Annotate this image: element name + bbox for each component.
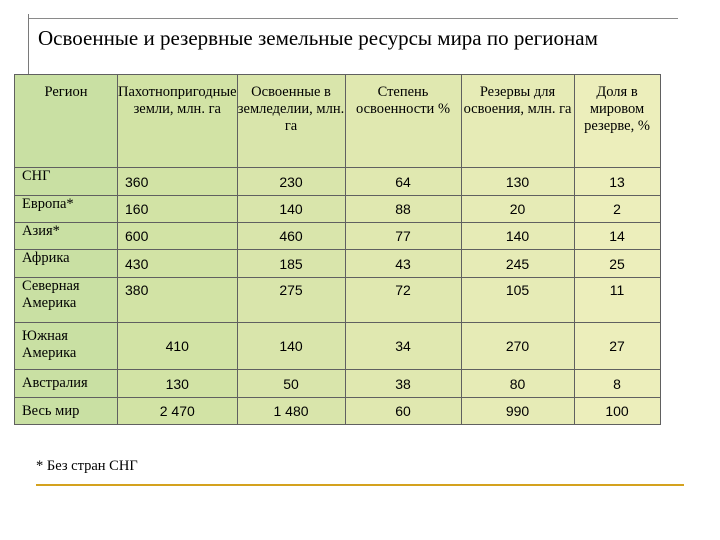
cell-region: СНГ (15, 168, 118, 196)
cell-value: 64 (345, 168, 461, 196)
footnote: * Без стран СНГ (36, 458, 138, 474)
cell-value: 275 (237, 278, 345, 323)
cell-region: Весь мир (15, 398, 118, 425)
cell-value: 130 (461, 168, 574, 196)
cell-value: 360 (118, 168, 238, 196)
header-region: Регион (15, 75, 118, 168)
table-row (15, 398, 661, 425)
cell-value: 430 (118, 250, 238, 278)
cell-value: 50 (237, 370, 345, 398)
table-row (15, 168, 661, 196)
top-rule (28, 18, 678, 19)
header-degree: Степень освоенности % (345, 75, 461, 168)
cell-value: 140 (461, 223, 574, 250)
cell-value: 34 (345, 323, 461, 370)
table-row (15, 323, 661, 370)
cell-value: 72 (345, 278, 461, 323)
cell-value: 2 (574, 196, 660, 223)
table-header-row (15, 75, 661, 168)
cell-value: 43 (345, 250, 461, 278)
cell-value: 11 (574, 278, 660, 323)
cell-value: 77 (345, 223, 461, 250)
cell-value: 460 (237, 223, 345, 250)
cell-value: 2 470 (118, 398, 238, 425)
cell-value: 13 (574, 168, 660, 196)
cell-value: 60 (345, 398, 461, 425)
cell-value: 1 480 (237, 398, 345, 425)
cell-value: 14 (574, 223, 660, 250)
table-row (15, 223, 661, 250)
cell-value: 27 (574, 323, 660, 370)
bottom-rule (36, 484, 684, 486)
cell-value: 600 (118, 223, 238, 250)
cell-value: 185 (237, 250, 345, 278)
cell-value: 105 (461, 278, 574, 323)
cell-value: 990 (461, 398, 574, 425)
table-row (15, 196, 661, 223)
cell-value: 88 (345, 196, 461, 223)
cell-value: 140 (237, 196, 345, 223)
header-arable: Пахотнопригодные земли, млн. га (118, 75, 238, 168)
cell-region: Африка (15, 250, 118, 278)
cell-value: 130 (118, 370, 238, 398)
table-row (15, 250, 661, 278)
cell-value: 80 (461, 370, 574, 398)
table-row (15, 278, 661, 323)
land-resources-table (14, 74, 661, 425)
cell-value: 25 (574, 250, 660, 278)
header-share: Доля в мировом резерве, % (574, 75, 660, 168)
cell-value: 245 (461, 250, 574, 278)
table-row (15, 370, 661, 398)
cell-region: Южная Америка (15, 323, 118, 370)
page-title: Освоенные и резервные земельные ресурсы мира по регионам (38, 26, 598, 50)
cell-value: 20 (461, 196, 574, 223)
cell-value: 8 (574, 370, 660, 398)
cell-value: 230 (237, 168, 345, 196)
cell-value: 140 (237, 323, 345, 370)
cell-value: 160 (118, 196, 238, 223)
cell-region: Северная Америка (15, 278, 118, 323)
header-reserves: Резервы для освоения, млн. га (461, 75, 574, 168)
cell-value: 270 (461, 323, 574, 370)
header-cultivated: Освоенные в земледелии, млн. га (237, 75, 345, 168)
cell-value: 410 (118, 323, 238, 370)
cell-region: Азия* (15, 223, 118, 250)
cell-region: Австралия (15, 370, 118, 398)
cell-region: Европа* (15, 196, 118, 223)
cell-value: 380 (118, 278, 238, 323)
cell-value: 38 (345, 370, 461, 398)
cell-value: 100 (574, 398, 660, 425)
